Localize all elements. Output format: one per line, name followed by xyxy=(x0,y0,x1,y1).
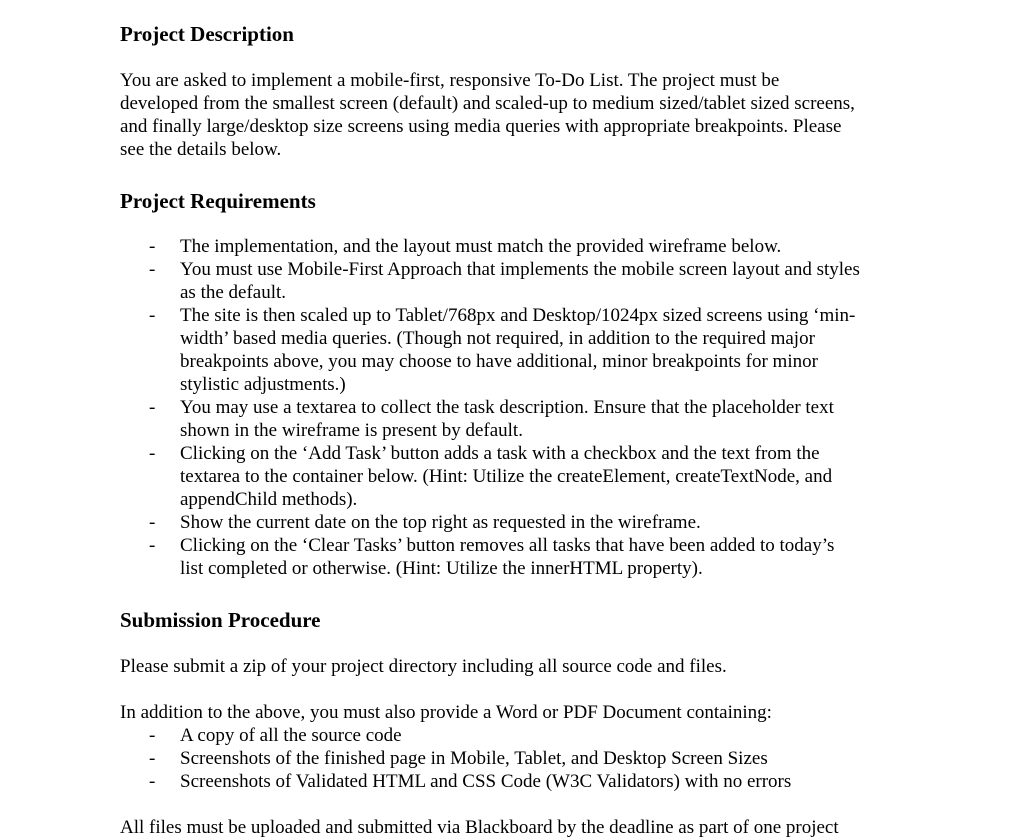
requirement-line: stylistic adjustments.) xyxy=(180,374,346,395)
paragraph-line: All files must be uploaded and submitted via Blackboard by the deadline as part of one project xyxy=(120,817,839,838)
paragraph-line: developed from the smallest screen (default) and scaled-up to medium sized/tablet sized screens, xyxy=(120,93,855,114)
requirement-line: The site is then scaled up to Tablet/768px and Desktop/1024px sized screens using ‘min- xyxy=(180,305,856,326)
bullet-marker: - xyxy=(149,535,156,556)
requirement-item xyxy=(120,534,920,580)
bullet-marker: - xyxy=(149,771,156,792)
submission-line: Screenshots of the finished page in Mobile, Tablet, and Desktop Screen Sizes xyxy=(180,748,768,769)
requirement-line: You may use a textarea to collect the task description. Ensure that the placeholder text xyxy=(180,397,834,418)
submission-paragraph-zip xyxy=(120,655,920,678)
submission-line: Screenshots of Validated HTML and CSS Code (W3C Validators) with no errors xyxy=(180,771,792,792)
submission-line: A copy of all the source code xyxy=(180,725,402,746)
paragraph-line: see the details below. xyxy=(120,139,282,160)
bullet-marker: - xyxy=(149,259,156,280)
submission-paragraph-upload xyxy=(120,816,920,838)
requirement-item xyxy=(120,235,920,258)
bullet-marker: - xyxy=(149,305,156,326)
requirement-line: Show the current date on the top right as requested in the wireframe. xyxy=(180,512,701,533)
heading-submission-procedure: Submission Procedure xyxy=(120,608,321,632)
requirement-line: shown in the wireframe is present by default. xyxy=(180,420,523,441)
requirement-item xyxy=(120,258,920,304)
requirement-line: list completed or otherwise. (Hint: Utilize the innerHTML property). xyxy=(180,558,703,579)
requirement-item xyxy=(120,511,920,534)
requirement-line: The implementation, and the layout must match the provided wireframe below. xyxy=(180,236,782,257)
bullet-marker: - xyxy=(149,512,156,533)
heading-project-description: Project Description xyxy=(120,22,294,46)
submission-item xyxy=(120,747,920,770)
requirement-line: textarea to the container below. (Hint: Utilize the createElement, createTextNode, and xyxy=(180,466,833,487)
requirement-line: breakpoints above, you may choose to have additional, minor breakpoints for minor xyxy=(180,351,818,372)
requirements-list xyxy=(120,235,920,580)
submission-item xyxy=(120,724,920,747)
paragraph-line: In addition to the above, you must also provide a Word or PDF Document containing: xyxy=(120,702,772,723)
requirement-line: as the default. xyxy=(180,282,287,303)
bullet-marker: - xyxy=(149,443,156,464)
paragraph-line: Please submit a zip of your project directory including all source code and files. xyxy=(120,656,727,677)
requirement-item xyxy=(120,304,920,396)
bullet-marker: - xyxy=(149,725,156,746)
paragraph-line: and finally large/desktop size screens using media queries with appropriate breakpoints. Please xyxy=(120,116,842,137)
requirement-line: appendChild methods). xyxy=(180,489,358,510)
requirement-line: You must use Mobile-First Approach that implements the mobile screen layout and styles xyxy=(180,259,860,280)
heading-project-requirements: Project Requirements xyxy=(120,189,316,213)
paragraph-line: You are asked to implement a mobile-first, responsive To-Do List. The project must be xyxy=(120,70,780,91)
bullet-marker: - xyxy=(149,748,156,769)
requirement-line: width’ based media queries. (Though not required, in addition to the required major xyxy=(180,328,815,349)
bullet-marker: - xyxy=(149,236,156,257)
submission-paragraph-document xyxy=(120,701,920,724)
project-description-paragraph xyxy=(120,69,920,161)
requirement-line: Clicking on the ‘Clear Tasks’ button removes all tasks that have been added to today’s xyxy=(180,535,835,556)
submission-list xyxy=(120,724,920,793)
requirement-item xyxy=(120,396,920,442)
submission-item xyxy=(120,770,920,793)
bullet-marker: - xyxy=(149,397,156,418)
requirement-item xyxy=(120,442,920,511)
requirement-line: Clicking on the ‘Add Task’ button adds a task with a checkbox and the text from the xyxy=(180,443,820,464)
